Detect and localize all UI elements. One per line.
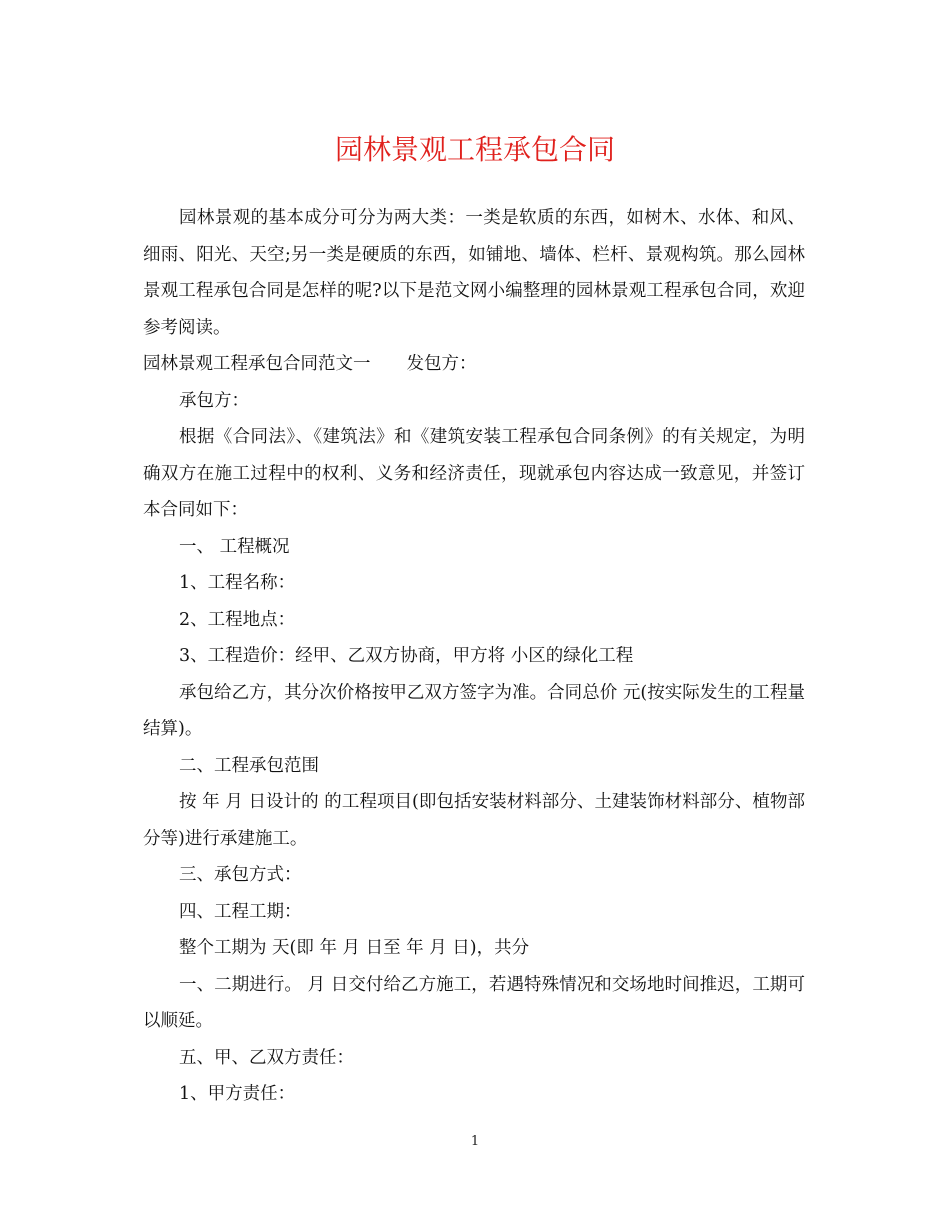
project-cost-continuation: 承包给乙方，其分次价格按甲乙双方签字为准。合同总价 元(按实际发生的工程量结算)。 — [143, 682, 805, 739]
scope-paragraph: 按 年 月 日设计的 的工程项目(即包括安装材料部分、土建装饰材料部分、植物部分等)进行承建施工。 — [143, 792, 805, 849]
intro-paragraph: 园林景观的基本成分可分为两大类：一类是软质的东西，如树木、水体、和风、细雨、阳光、天空;另一类是硬质的东西，如铺地、墙体、栏杆、景观构筑。那么园林景观工程承包合同是怎样的呢?以下是范文网小编整理的园林景观工程承包合同，欢迎参考阅读。 — [143, 208, 805, 338]
section-heading-overview: 一、 工程概况 — [179, 536, 290, 557]
phase-paragraph: 一、二期进行。 月 日交付给乙方施工，若遇特殊情况和交场地时间推迟，工期可以顺延。 — [143, 974, 805, 1031]
project-location-item: 2、工程地点： — [179, 609, 296, 630]
project-cost-item: 3、工程造价：经甲、乙双方协商，甲方将 小区的绿化工程 — [179, 646, 634, 666]
legal-basis-paragraph: 根据《合同法》、《建筑法》和《建筑安装工程承包合同条例》的有关规定，为明确双方在施工过程中的权利、义务和经济责任，现就承包内容达成一致意见，并签订本合同如下： — [143, 427, 805, 520]
sample-heading: 园林景观工程承包合同范文一 — [143, 354, 371, 374]
page-number: 1 — [470, 1134, 480, 1149]
section-heading-duration: 四、工程工期： — [179, 901, 302, 922]
contractor-label: 承包方： — [179, 390, 249, 411]
party-a-responsibility-item: 1、甲方责任： — [179, 1084, 296, 1104]
section-heading-responsibilities: 五、甲、乙双方责任： — [179, 1047, 354, 1068]
document-title: 园林景观工程承包合同 — [334, 133, 615, 166]
section-heading-method: 三、承包方式： — [179, 865, 302, 885]
document-body — [143, 200, 805, 1113]
employer-label: 发包方： — [406, 354, 477, 374]
project-name-item: 1、工程名称： — [179, 573, 296, 593]
sample-heading-line — [143, 346, 805, 383]
section-heading-scope: 二、工程承包范围 — [179, 755, 319, 776]
duration-paragraph: 整个工期为 天(即 年 月 日至 年 月 日)，共分 — [179, 938, 530, 958]
